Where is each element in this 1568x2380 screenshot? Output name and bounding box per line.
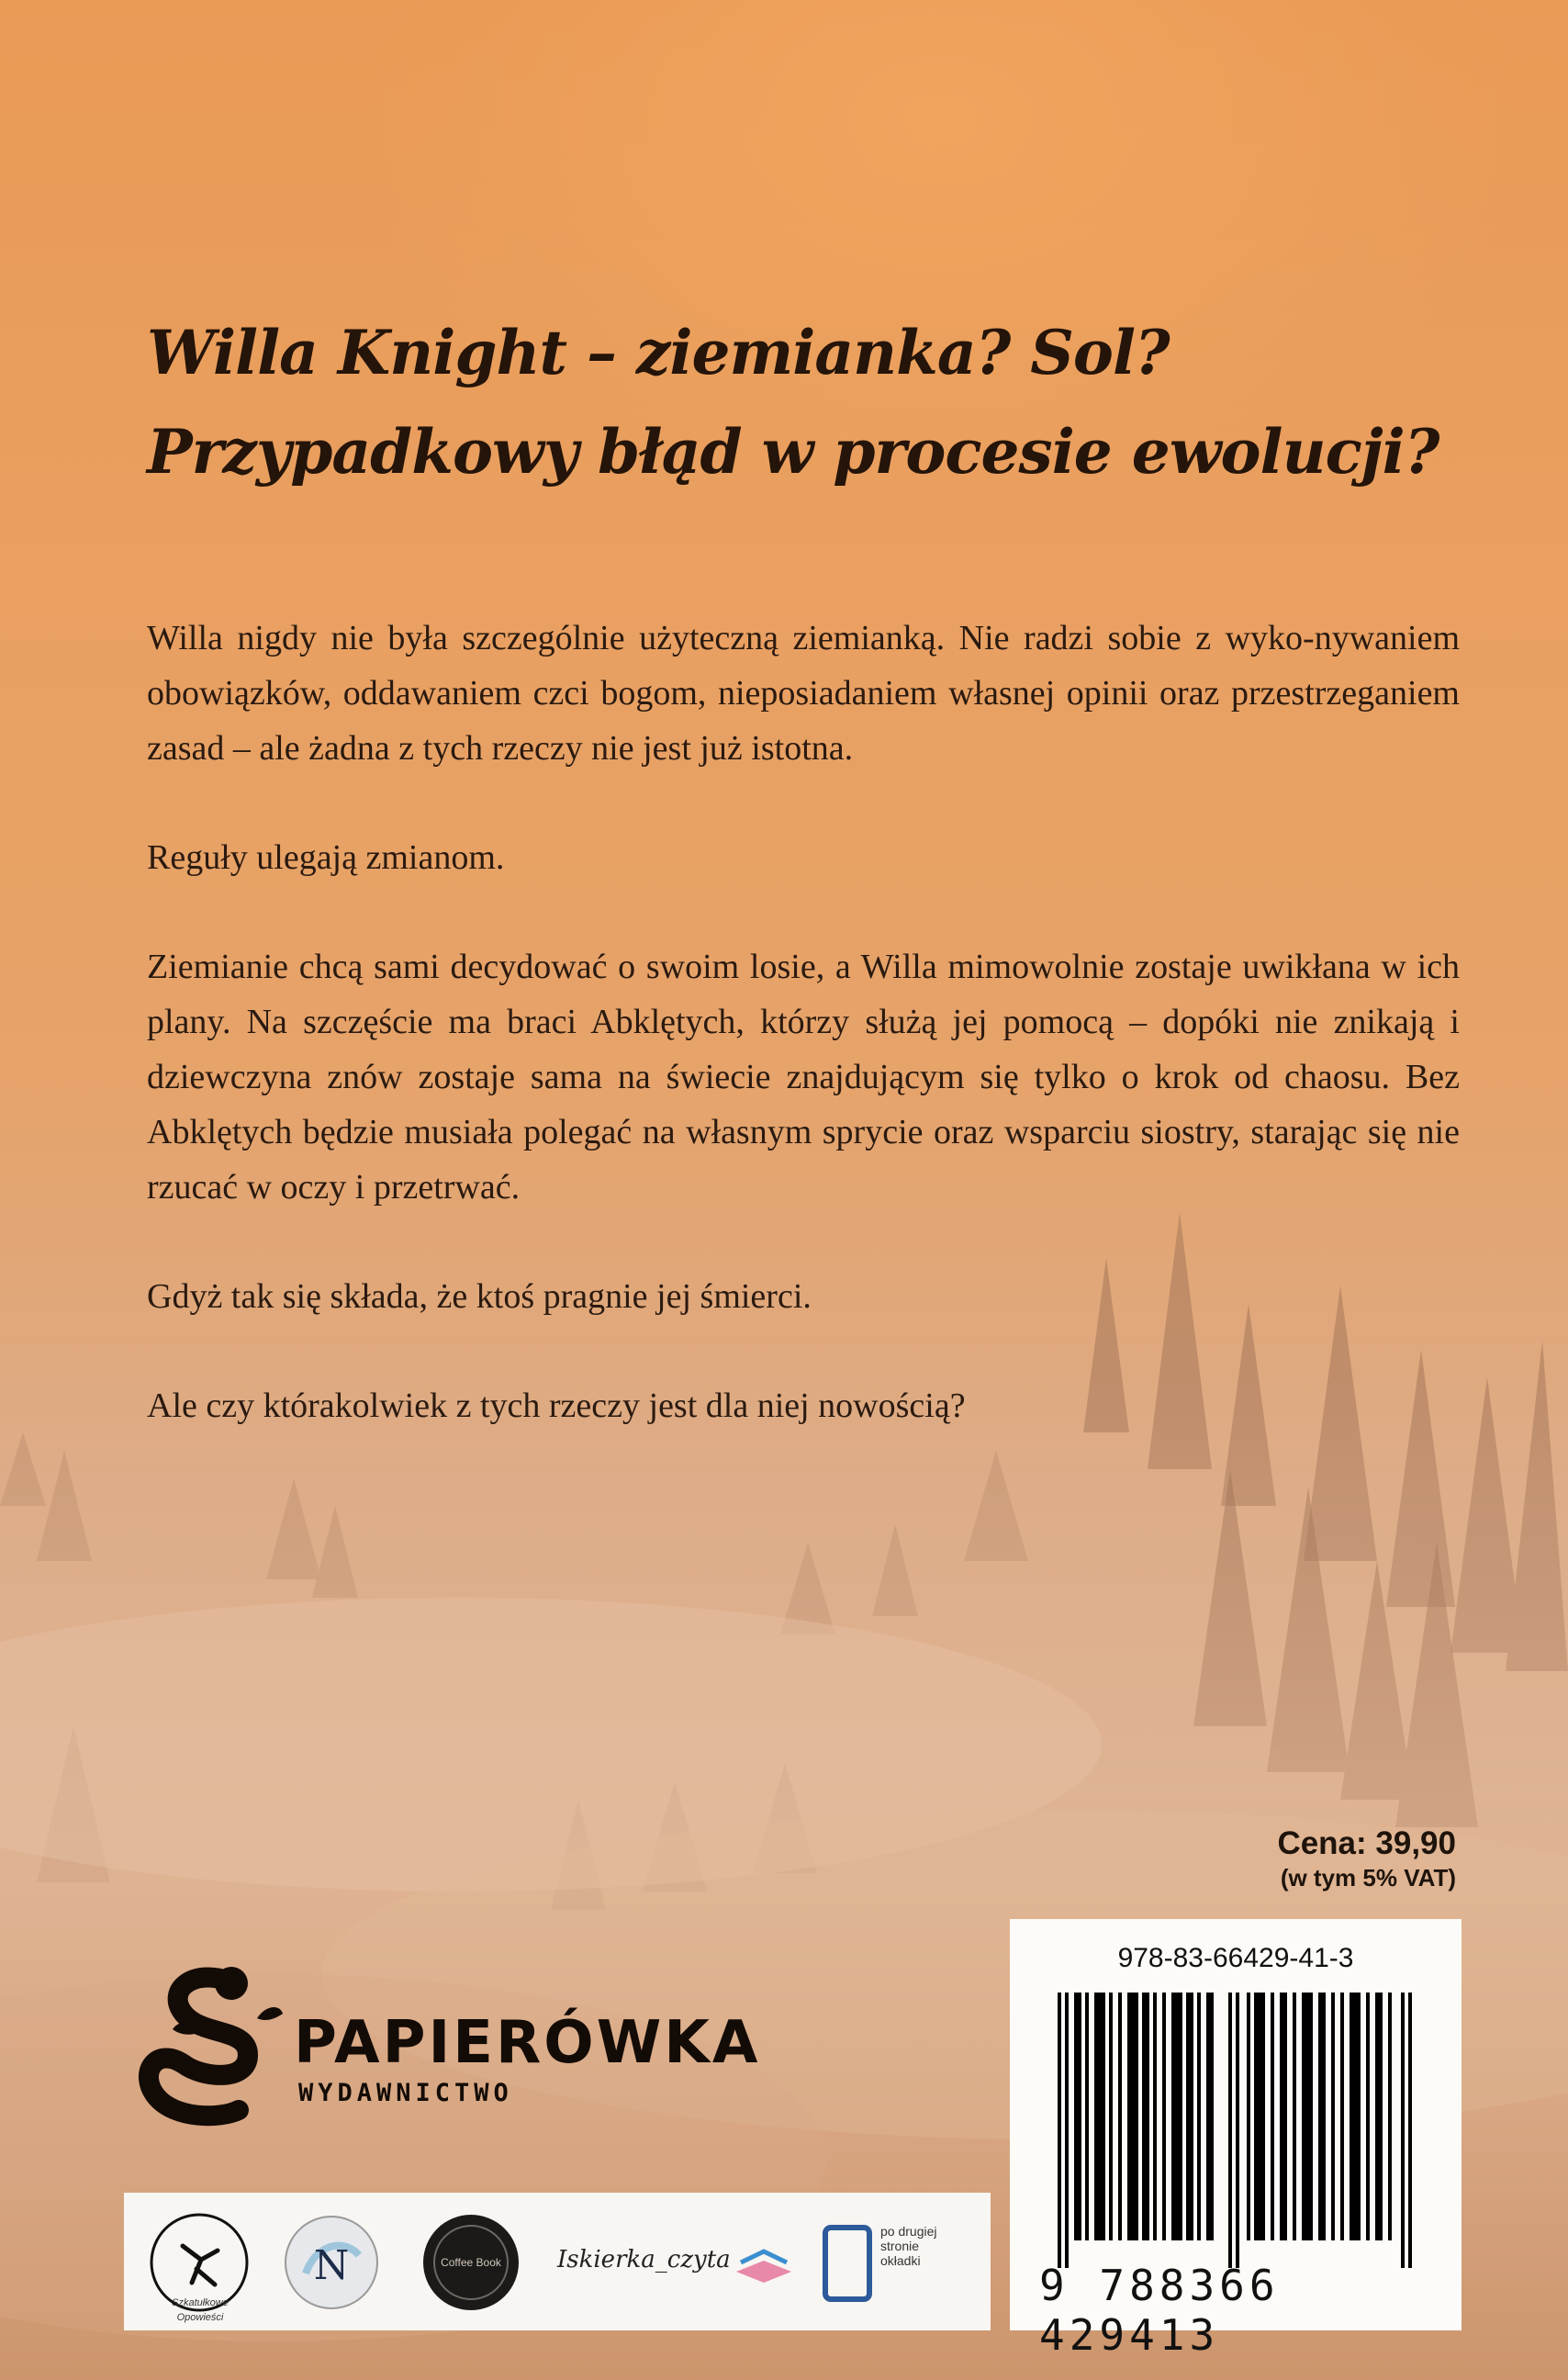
partner-5-text: po drugiej stronie okładki (880, 2224, 937, 2268)
partner-logo-1 (146, 2209, 252, 2323)
partner-1-text: Szkatułkowe Opowieści (172, 2297, 229, 2323)
watercolor-n-icon (278, 2209, 385, 2316)
book-outline-icon (820, 2222, 875, 2305)
blurb-paragraph-3: Ziemianie chcą sami decydować o swoim losie, a Willa mimowolnie zostaje uwikłana w ich plany. Na szczęście ma braci Abklętych, którzy służą jej pomocą – dopóki nie znikają i dziewczyna znów zostaje sama na świecie znajdującym się tylko o krok od chaosu. Bez Abklętych będzie musiała polegać na własnym sprycie oraz wsparciu siostry, starając się nie rzucać w oczy i przetrwać. (147, 948, 1460, 1207)
svg-text:N: N (313, 2242, 350, 2289)
partner-logo-2 (278, 2209, 385, 2316)
blurb-paragraph-2: Reguły ulegają zmianom. (147, 838, 505, 877)
barcode-panel (1010, 1919, 1462, 2360)
partner-logo-5 (820, 2209, 976, 2316)
isbn-number: 978-83-66429-41-3 (1117, 1943, 1354, 1973)
ean-digits: 9 788366 429413 (1039, 2261, 1280, 2360)
headline: Willa Knight – ziemianka? Sol? Przypadkowy błąd w procesie ewolucji? (147, 317, 1439, 488)
price (1193, 1825, 1456, 1892)
barcode (1058, 1993, 1416, 2268)
blurb-paragraph-4: Gdyż tak się składa, że ktoś pragnie jej śmierci. (147, 1277, 812, 1316)
partner-logo-3 (418, 2209, 524, 2316)
partner-3-text: Coffee Book (441, 2256, 501, 2269)
price-label: Cena: 39,90 (1277, 1825, 1456, 1861)
publisher-logo (129, 1963, 761, 2128)
blurb-paragraph-1: Willa nigdy nie była szczególnie użyteczną ziemianką. Nie radzi sobie z wyko-nywaniem obowiązków, oddawaniem czci bogom, nieposiadaniem własnej opinii oraz przestrzeganiem zasad – ale żadna z tych rzeczy nie jest już istotna. (147, 619, 1460, 768)
snake-apple-icon (129, 1963, 285, 2128)
publisher-name: PAPIERÓWKA (294, 2009, 761, 2077)
partner-4-text: Iskierka_czyta (557, 2246, 731, 2273)
open-book-icon (732, 2235, 796, 2290)
publisher-subtitle: WYDAWNICTWO (298, 2079, 513, 2107)
partner-logo-4 (557, 2209, 796, 2316)
partner-logos (124, 2193, 991, 2330)
blurb (147, 611, 1460, 1488)
price-vat: (w tym 5% VAT) (1280, 1864, 1456, 1892)
blurb-paragraph-5: Ale czy którakolwiek z tych rzeczy jest dla niej nowością? (147, 1386, 966, 1425)
